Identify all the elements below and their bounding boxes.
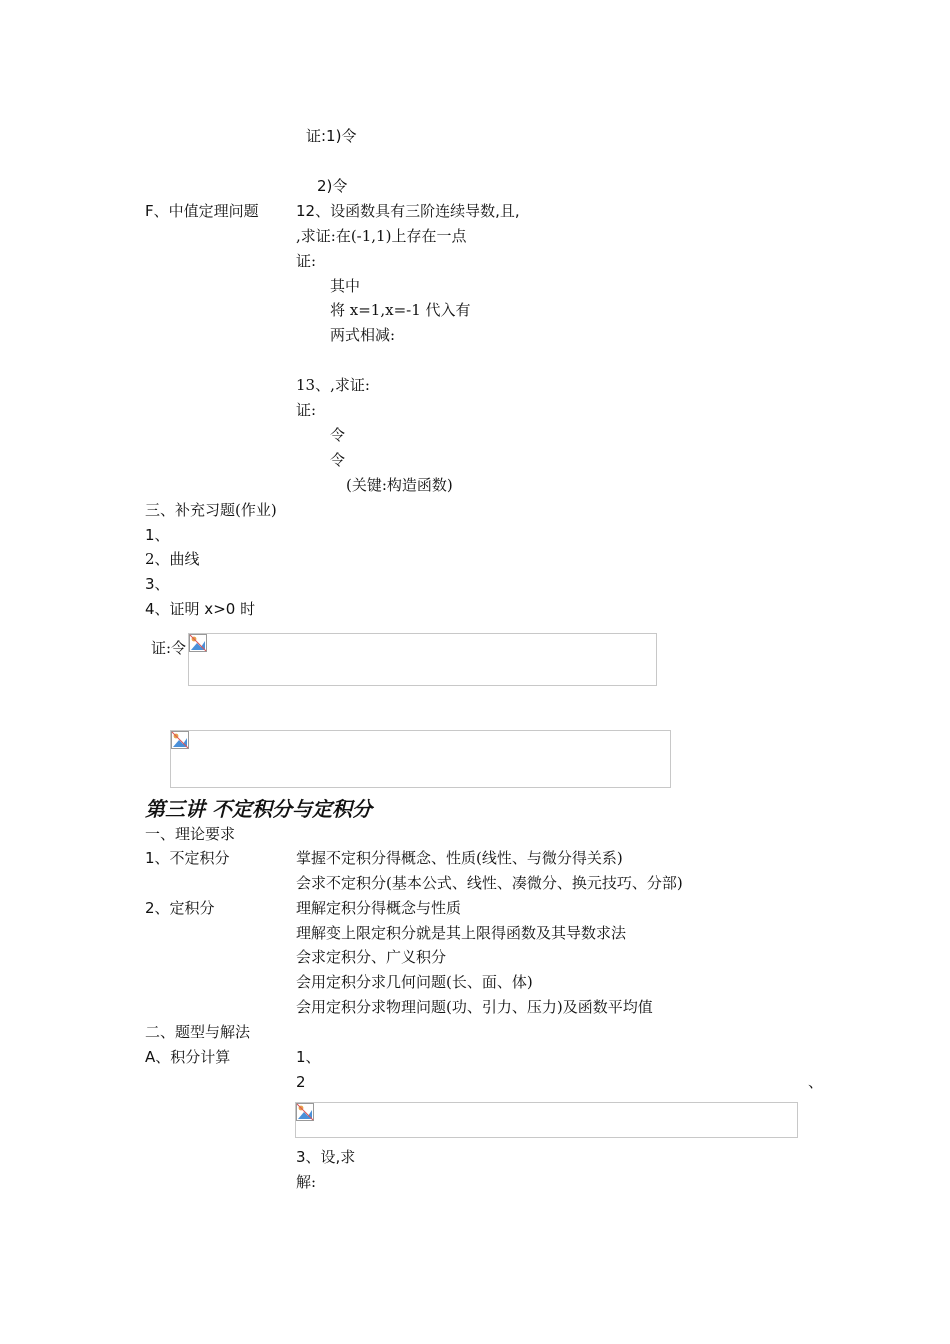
proof-line-2: 2)令	[317, 177, 348, 195]
proof-13-ling-2: 令	[330, 451, 346, 469]
supplement-item-3: 3、	[145, 575, 170, 593]
supplement-item-4: 4、证明 x>0 时	[145, 600, 256, 618]
section-a-label: A、积分计算	[145, 1048, 231, 1066]
problem-a1: 1、	[296, 1048, 321, 1066]
supplement-item-2: 2、曲线	[145, 550, 200, 568]
definite-requirement-2: 理解变上限定积分就是其上限得函数及其导数求法	[296, 924, 627, 942]
question-13: 13、,求证:	[296, 376, 370, 394]
definite-label: 2、定积分	[145, 899, 215, 917]
indefinite-requirement-2: 会求不定积分(基本公式、线性、凑微分、换元技巧、分部)	[296, 874, 683, 892]
proof-label: 证:	[296, 252, 317, 270]
solution-label: 解:	[296, 1173, 317, 1191]
proof-step-2: 将 x=1,x=-1 代入有	[330, 301, 471, 319]
broken-image-3	[295, 1102, 798, 1138]
proof-13-ling-1: 令	[330, 426, 346, 444]
proof-line-1: 证:1)令	[306, 127, 357, 145]
supplement-item-1: 1、	[145, 526, 170, 544]
theory-title: 一、理论要求	[145, 825, 236, 843]
definite-requirement-5: 会用定积分求物理问题(功、引力、压力)及函数平均值	[296, 998, 653, 1016]
broken-image-icon	[296, 1103, 314, 1121]
question-12: 12、设函数具有三阶连续导数,且,	[296, 202, 520, 220]
proof-step-3: 两式相减:	[330, 326, 396, 344]
broken-image-icon	[171, 731, 189, 749]
proof-step-1: 其中	[330, 277, 361, 295]
definite-requirement-4: 会用定积分求几何问题(长、面、体)	[296, 973, 533, 991]
proof-13-label: 证:	[296, 401, 317, 419]
key-note: (关键:构造函数)	[346, 476, 453, 494]
problem-a3: 3、设,求	[296, 1148, 356, 1166]
supplement-proof-ling: 证:令	[151, 639, 187, 657]
indefinite-requirement-1: 掌握不定积分得概念、性质(线性、与微分得关系)	[296, 849, 623, 867]
supplement-title: 三、补充习题(作业)	[145, 501, 277, 519]
section-f-label: F、中值定理问题	[145, 202, 259, 220]
broken-image-icon	[189, 634, 207, 652]
indefinite-label: 1、不定积分	[145, 849, 230, 867]
broken-image-1	[188, 633, 657, 686]
question-12-line2: ,求证:在(-1,1)上存在一点	[296, 227, 467, 245]
types-title: 二、题型与解法	[145, 1023, 251, 1041]
definite-requirement-1: 理解定积分得概念与性质	[296, 899, 462, 917]
lecture-heading: 第三讲 不定积分与定积分	[145, 797, 372, 821]
problem-a2-mark: 、	[808, 1073, 824, 1091]
problem-a2: 2	[296, 1073, 306, 1091]
broken-image-2	[170, 730, 671, 788]
definite-requirement-3: 会求定积分、广义积分	[296, 948, 447, 966]
